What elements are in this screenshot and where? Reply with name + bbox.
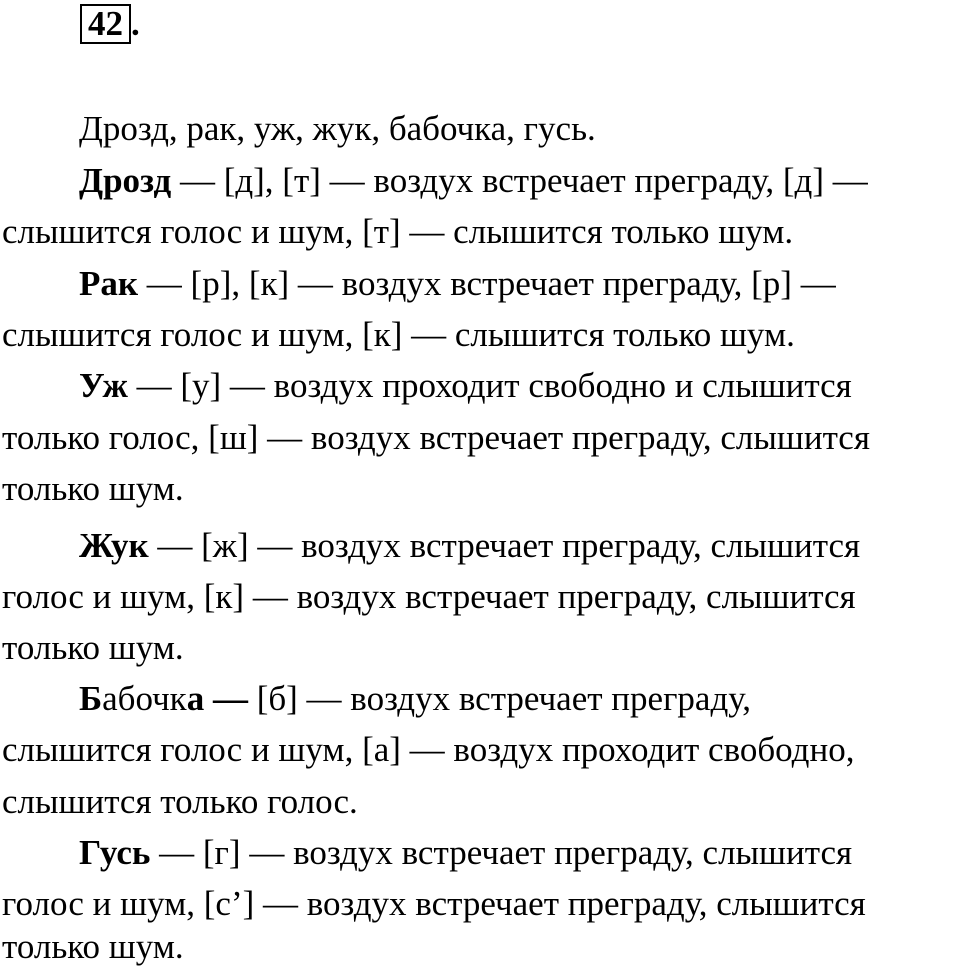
paragraph-babochka-line-1 bbox=[79, 673, 751, 725]
paragraph-drozd-text-1: — [д], [т] — воздух встречает преграду, [д] — bbox=[171, 161, 868, 200]
paragraph-uzh-text-1: — [у] — воздух проходит свободно и слышится bbox=[127, 366, 852, 405]
word-babochka-initial: Б bbox=[79, 679, 103, 718]
paragraph-uzh-line-2: только голос, [ш] — воздух встречает преграду, слышится bbox=[2, 418, 870, 457]
paragraph-babochka-text-1: [б] — воздух встречает преграду, bbox=[247, 679, 752, 718]
paragraph-rak-line-2: слышится голос и шум, [к] — слышится только шум. bbox=[2, 315, 795, 354]
word-rak: Рак bbox=[79, 264, 139, 303]
paragraph-gus-line-2: голос и шум, [с’] — воздух встречает преграду, слышится bbox=[2, 884, 866, 923]
exercise-number-dot: . bbox=[131, 4, 140, 43]
paragraph-uzh-line-1 bbox=[79, 360, 852, 412]
paragraph-gus-text-1: — [г] — воздух встречает преграду, слышится bbox=[150, 833, 853, 872]
paragraph-drozd-line-1 bbox=[79, 155, 868, 207]
paragraph-babochka-line-3: слышится только голос. bbox=[2, 782, 358, 821]
paragraph-zhuk-text-1: — [ж] — воздух встречает преграду, слышится bbox=[148, 526, 861, 565]
word-drozd: Дрозд bbox=[79, 161, 172, 200]
paragraph-drozd-line-2: слышится голос и шум, [т] — слышится только шум. bbox=[2, 212, 794, 251]
exercise-number-box: 42 bbox=[80, 4, 131, 44]
word-uzh: Уж bbox=[79, 366, 128, 405]
paragraph-zhuk-line-3: только шум. bbox=[2, 628, 184, 667]
exercise-number bbox=[80, 4, 140, 42]
paragraph-uzh-line-3: только шум. bbox=[2, 469, 184, 508]
paragraph-rak-text-1: — [р], [к] — воздух встречает преграду, [р] — bbox=[138, 264, 836, 303]
word-babochka-middle: абочк bbox=[102, 679, 187, 718]
paragraph-gus-line-1 bbox=[79, 827, 852, 879]
paragraph-zhuk-line-2: голос и шум, [к] — воздух встречает преграду, слышится bbox=[2, 577, 856, 616]
paragraph-babochka-line-2: слышится голос и шум, [а] — воздух проходит свободно, bbox=[2, 730, 855, 769]
word-gus: Гусь bbox=[79, 833, 151, 872]
paragraph-gus-line-3: только шум. bbox=[2, 927, 184, 966]
paragraph-rak-line-1 bbox=[79, 258, 836, 310]
paragraph-zhuk-line-1 bbox=[79, 520, 860, 572]
word-zhuk: Жук bbox=[79, 526, 149, 565]
word-babochka-end: а — bbox=[186, 679, 248, 718]
words-list-line: Дрозд, рак, уж, жук, бабочка, гусь. bbox=[79, 109, 596, 148]
